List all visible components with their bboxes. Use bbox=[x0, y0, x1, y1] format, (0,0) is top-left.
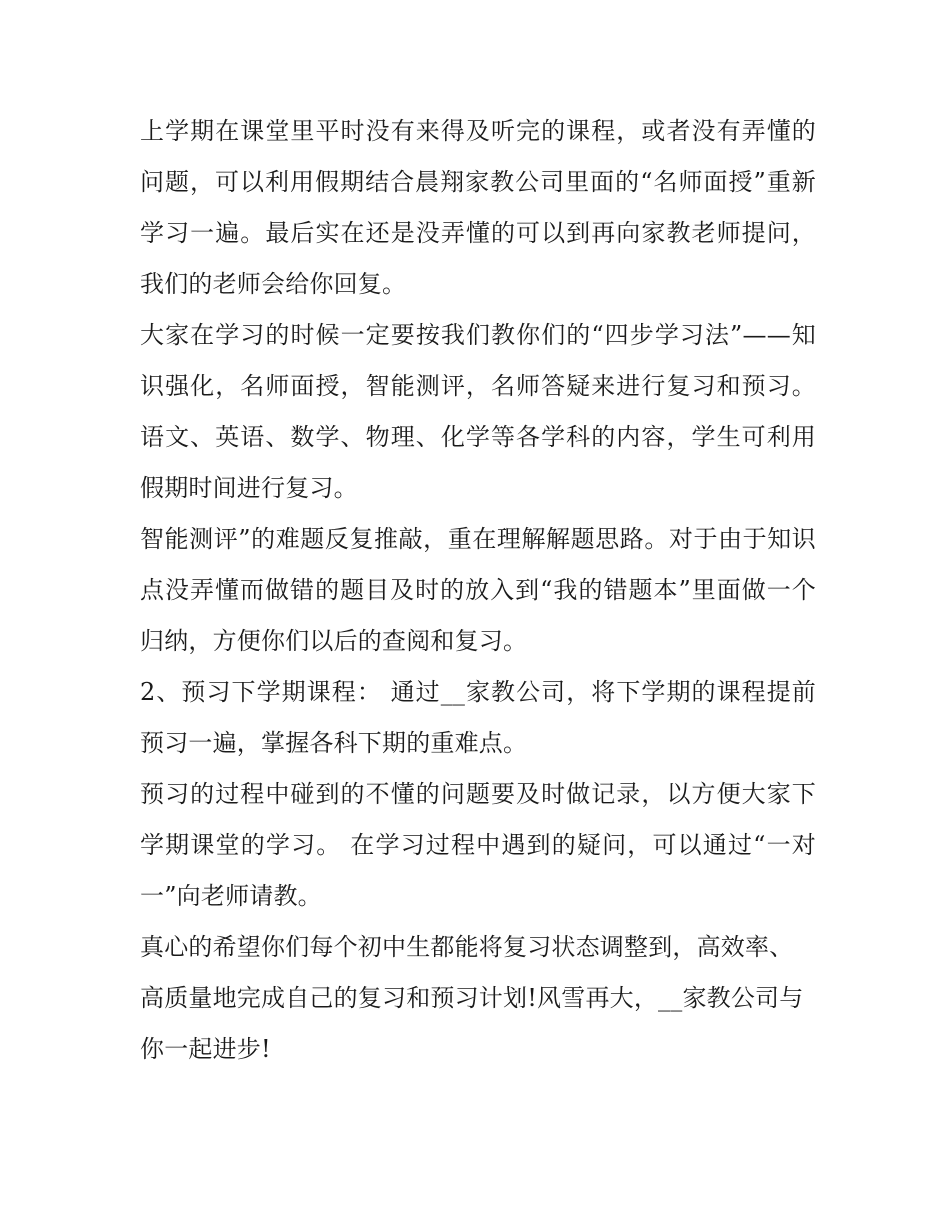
paragraph-review-last-term: 上学期在课堂里平时没有来得及听完的课程，或者没有弄懂的问题，可以利用假期结合晨翔家教公司里面的“名师面授”重新学习一遍。最后实在还是没弄懂的可以到再向家教老师提问，我们的老师会给你回复。 bbox=[140, 117, 816, 298]
document-body bbox=[140, 106, 816, 1075]
paragraph-preview-next-term: 2、预习下学期课程： 通过__家教公司，将下学期的课程提前预习一遍，掌握各科下期的重难点。 bbox=[140, 678, 816, 757]
paragraph-closing-wishes: 真心的希望你们每个初中生都能将复习状态调整到，高效率、高质量地完成自己的复习和预习计划!风雪再大，__家教公司与你一起进步! bbox=[140, 933, 804, 1063]
paragraph-record-questions: 预习的过程中碰到的不懂的问题要及时做记录，以方便大家下学期课堂的学习。 在学习过程中遇到的疑问，可以通过“一对一”向老师请教。 bbox=[140, 780, 816, 910]
paragraph-smart-assessment: 智能测评”的难题反复推敲，重在理解解题思路。对于由于知识点没弄懂而做错的题目及时的放入到“我的错题本”里面做一个归纳，方便你们以后的查阅和复习。 bbox=[140, 525, 816, 655]
paragraph-four-step-method: 大家在学习的时候一定要按我们教你们的“四步学习法”——知识强化，名师面授，智能测评，名师答疑来进行复习和预习。语文、英语、数学、物理、化学等各学科的内容，学生可利用假期时间进行复习。 bbox=[140, 321, 816, 502]
